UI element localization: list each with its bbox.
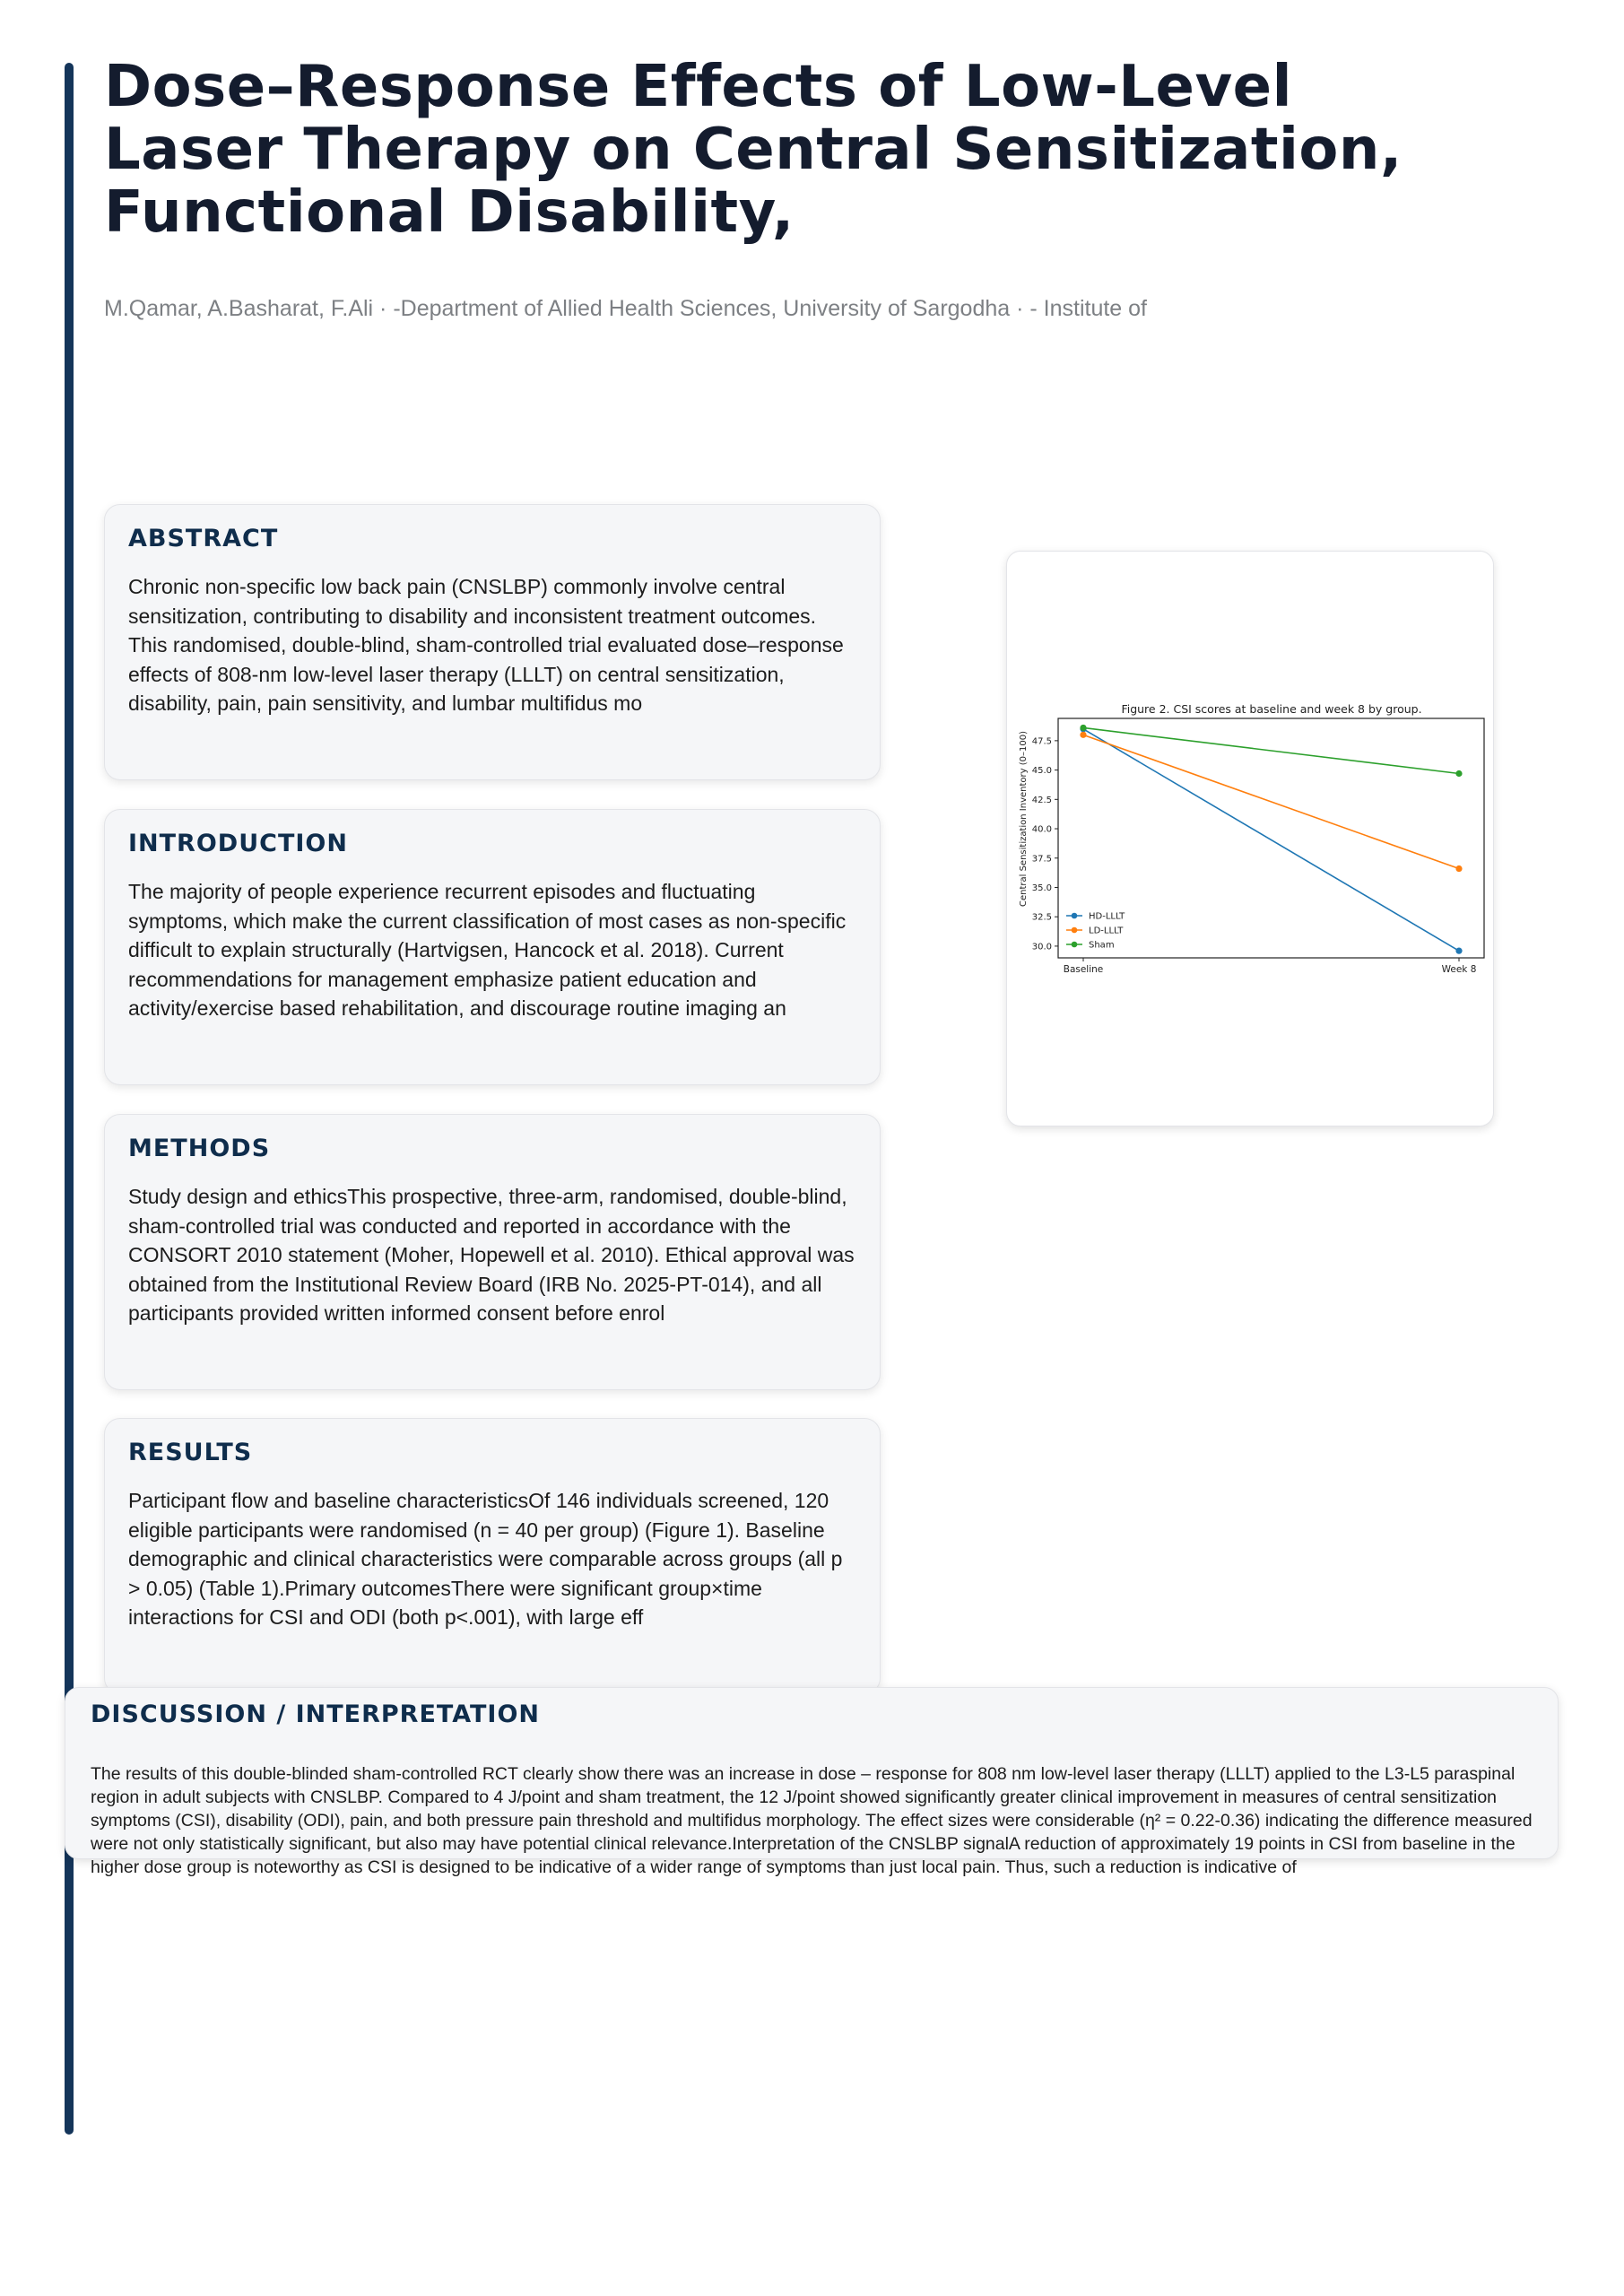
abstract-card	[104, 504, 881, 780]
x-tick-label: Week 8	[1441, 964, 1477, 975]
discussion-card	[65, 1687, 1559, 1877]
chart-legend	[1066, 912, 1125, 951]
data-point-hd-lllt	[1455, 948, 1462, 954]
series-line-hd-lllt	[1083, 729, 1459, 951]
legend-swatch-marker	[1072, 942, 1078, 948]
methods-heading: METHODS	[128, 1135, 271, 1162]
data-point-ld-lllt	[1455, 865, 1462, 872]
y-tick-label: 40.0	[1031, 824, 1052, 835]
y-tick-label: 42.5	[1031, 795, 1052, 805]
y-tick-label: 37.5	[1031, 854, 1052, 865]
y-tick-label: 30.0	[1031, 942, 1052, 952]
plot-frame	[1058, 718, 1484, 958]
discussion-text: The results of this double-blinded sham-controlled RCT clearly show there was an increase in dose – response for 808 nm low-level laser therapy (LLLT) applied to the L3-L5 paraspinal region in adult subjects with CNSLBP. Compared to 4 J/point and sham treatment, the 12 J/point showed significantly greater clinical improvement in measures of central sensitization symptoms (CSI), disability (ODI), pain, and both pressure pain threshold and multifidus morphology. The effect sizes were considerable (η² = 0.22-0.36) indicating the difference measured were not only statistically significant, but also may have potential clinical relevance.Interpretation of the CNSLBP signalA reduction of approximately 19 points in CSI from baseline in the higher dose group is noteworthy as CSI is designed to be indicative of a wider range of symptoms than just local pain. Thus, such a reduction is indicative of	[91, 1764, 1533, 1877]
legend-swatch-marker	[1072, 927, 1078, 934]
abstract-text: Chronic non-specific low back pain (CNSLBP) commonly involve central sensitization, contributing to disability and inconsistent treatment outcomes. This randomised, double-blind, sham-controlled trial evaluated dose–response effects of 808-nm low-level laser therapy (LLLT) on central sensitization, disability, pain, pain sensitivity, and lumbar multifidus mo	[128, 575, 844, 715]
csi-line-chart	[1008, 691, 1492, 987]
data-point-sham	[1455, 770, 1462, 777]
x-axis	[1064, 958, 1477, 975]
legend-label: Sham	[1089, 940, 1115, 951]
y-tick-label: 47.5	[1031, 736, 1052, 747]
legend-label: LD-LLLT	[1089, 926, 1124, 936]
chart-y-axis-label: Central Sensitization Inventory (0–100)	[1019, 730, 1029, 908]
abstract-heading: ABSTRACT	[128, 525, 279, 552]
y-tick-label: 35.0	[1031, 883, 1052, 893]
poster-title: Dose–Response Effects of Low-Level Laser Therapy on Central Sensitization, Functional Disability,	[104, 54, 1403, 246]
series-group	[1080, 725, 1462, 954]
results-heading: RESULTS	[128, 1439, 253, 1466]
data-point-ld-lllt	[1080, 732, 1086, 738]
methods-text: Study design and ethicsThis prospective, three-arm, randomised, double-blind, sham-controlled trial was conducted and reported in accordance with the CONSORT 2010 statement (Moher, Hopewell et al. 2010). Ethical approval was obtained from the Institutional Review Board (IRB No. 2025-PT-014), and all participants provided written informed consent before enrol	[128, 1185, 855, 1325]
figure-2-plot	[1008, 691, 1492, 987]
results-text: Participant flow and baseline characteristicsOf 146 individuals screened, 120 eligible participants were randomised (n = 40 per group) (Figure 1). Baseline demographic and clinical characteristics were comparable across groups (all p > 0.05) (Table 1).Primary outcomesThere were significant group×time interactions for CSI and ODI (both p<.001), with large eff	[128, 1489, 843, 1629]
discussion-heading: DISCUSSION / INTERPRETATION	[91, 1700, 541, 1728]
methods-card	[104, 1114, 881, 1390]
introduction-heading: INTRODUCTION	[128, 830, 348, 857]
introduction-text: The majority of people experience recurrent episodes and fluctuating symptoms, which make the current classification of most cases as non-specific difficult to explain structurally (Hartvigsen, Hancock et al. 2018). Current recommendations for management emphasize patient education and activity/exercise based rehabilitation, and discourage routine imaging an	[128, 880, 847, 1020]
results-card	[104, 1418, 881, 1694]
data-point-sham	[1080, 725, 1086, 731]
chart-title: Figure 2. CSI scores at baseline and week 8 by group.	[1121, 702, 1422, 716]
author-line: M.Qamar, A.Basharat, F.Ali · -Department of Allied Health Sciences, University of Sargodha · - Institute of	[104, 296, 1148, 321]
y-tick-label: 45.0	[1031, 766, 1052, 777]
y-tick-label: 32.5	[1031, 912, 1052, 923]
y-axis	[1032, 736, 1058, 952]
legend-swatch-marker	[1072, 913, 1078, 919]
introduction-card	[104, 809, 881, 1085]
legend-label: HD-LLLT	[1089, 911, 1125, 922]
series-line-sham	[1083, 727, 1459, 773]
x-tick-label: Baseline	[1063, 964, 1104, 975]
series-line-ld-lllt	[1083, 735, 1459, 868]
